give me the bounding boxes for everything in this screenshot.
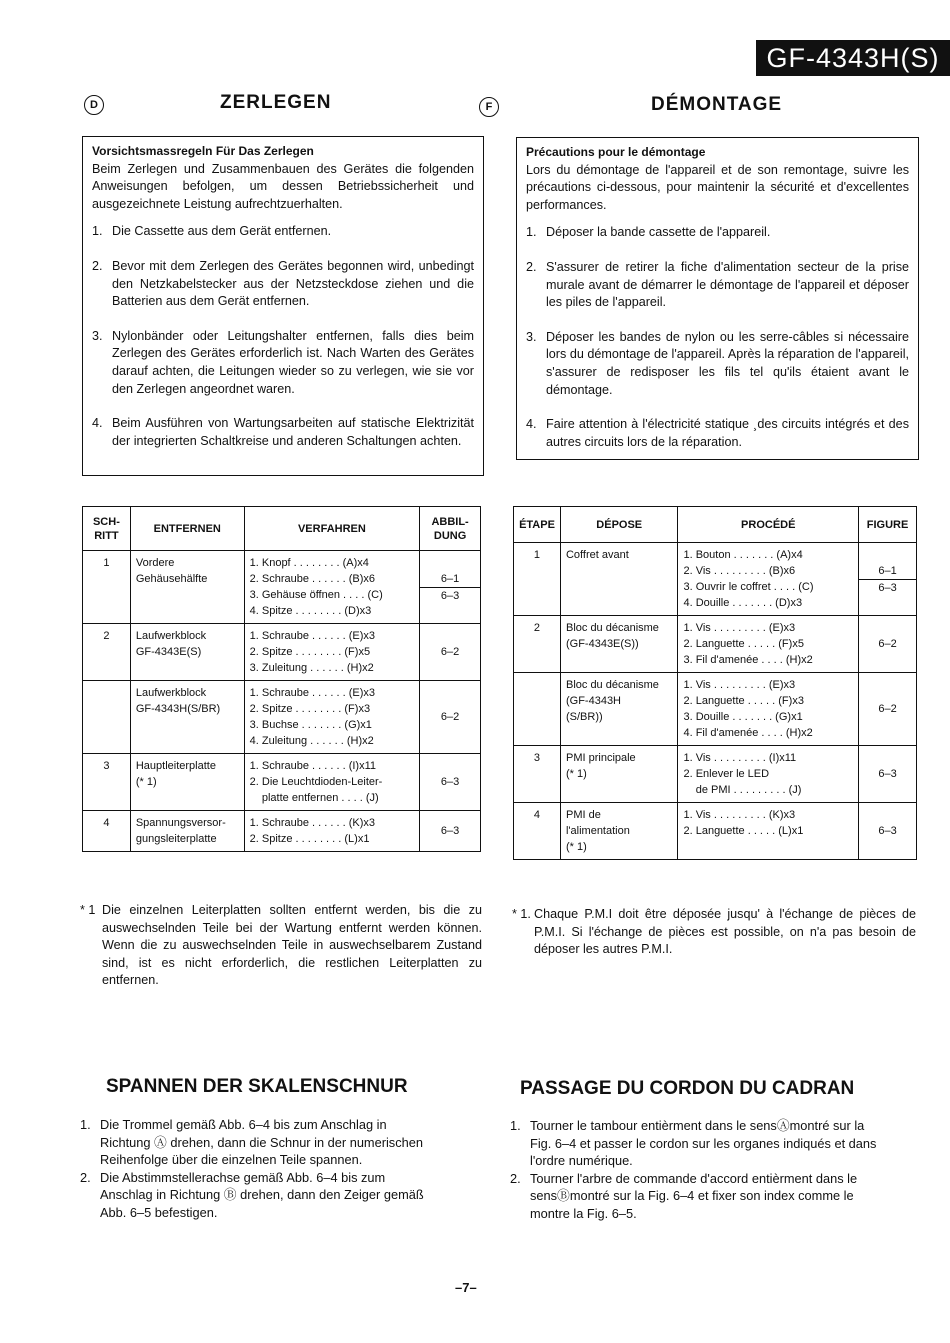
list-item: 4. Faire attention à l'électricité statique ¸des circuits intégrés et des autres circuits lors de la réparation.: [526, 417, 909, 449]
table-row: [83, 681, 481, 754]
list-item: 2. Tourner l'arbre de commande d'accord entièrment dans le sensⒷmontré sur la Fig. 6–4 et fixer son index comme le montre la Fig. 6–5.: [510, 1170, 858, 1221]
table-cell-part: Bloc du décanisme (GF-4343H (S/BR)): [560, 673, 678, 746]
precautions-list-de: [92, 223, 474, 450]
table-row: [83, 551, 481, 624]
figure-ref: 6–1: [878, 564, 897, 577]
procedure-line: 3. Fil d'amenée . . . . (H)x2: [683, 654, 813, 666]
table-cell-step: [514, 673, 561, 746]
disassembly-table-de: [82, 506, 481, 852]
list-item: 2. S'assurer de retirer la fiche d'alimentation secteur de la prise murale avant de démarrer le démontage de l'appareil et déposer les piles de l'appareil.: [526, 259, 909, 310]
table-header: SCH- RITT: [83, 507, 131, 551]
procedure-line: 1. Bouton . . . . . . . (A)x4: [683, 549, 803, 561]
table-row: [514, 746, 917, 803]
table-cell-fig: [420, 681, 481, 754]
table-cell-proc: [244, 624, 420, 681]
table-cell-step: 4: [83, 811, 131, 852]
table-cell-step: 2: [83, 624, 131, 681]
procedure-line: 2. Vis . . . . . . . . . (B)x6: [683, 565, 796, 577]
footnote-fr: * 1. Chaque P.M.I doit être déposée jusqu' à l'échange de pièces de P.M.I. Si l'échange de pièces est possible, on n'a pas besoin de déposer les autres P.M.I.: [512, 907, 916, 957]
procedure-line: 3. Zuleitung . . . . . . (H)x2: [249, 662, 374, 674]
procedure-line: 2. Spitze . . . . . . . . (F)x5: [249, 646, 371, 658]
procedure-line: 4. Zuleitung . . . . . . (H)x2: [249, 735, 374, 747]
table-cell-part: Laufwerkblock GF-4343H(S/BR): [130, 681, 244, 754]
procedure-line: 3. Douille . . . . . . . (G)x1: [683, 711, 803, 723]
procedure-line: 2. Languette . . . . . (F)x5: [683, 638, 804, 650]
dial-cord-steps-fr: [510, 1117, 918, 1223]
table-row: [514, 803, 917, 860]
model-number-banner: [756, 40, 950, 76]
procedure-line: 1. Schraube . . . . . . (E)x3: [249, 687, 375, 699]
list-item: 1. Die Cassette aus dem Gerät entfernen.: [92, 224, 332, 239]
precautions-intro-de: Beim Zerlegen und Zusammenbauen des Gerätes die folgenden Anweisungen befolgen, um dessen Betriebssicherheit und ausgezeichnete Leistung aufrechtzuerhalten.: [92, 161, 474, 211]
table-cell-part: PMI de l'alimentation (* 1): [560, 803, 678, 860]
procedure-line: 4. Spitze . . . . . . . . (D)x3: [249, 605, 372, 617]
table-cell-proc: [244, 681, 420, 754]
table-body-de: [83, 551, 481, 852]
table-header: ENTFERNEN: [130, 507, 244, 551]
figure-ref: 6–3: [440, 776, 460, 788]
procedure-line: 3. Buchse . . . . . . . (G)x1: [249, 719, 372, 731]
table-cell-fig: [859, 543, 917, 616]
procedure-line: 2. Spitze . . . . . . . . (L)x1: [249, 833, 370, 845]
table-cell-proc: [678, 746, 859, 803]
figure-ref: 6–3: [420, 587, 480, 604]
list-item: 1. Die Trommel gemäß Abb. 6–4 bis zum Anschlag in Richtung Ⓐ drehen, dann die Schnur in der numerischen Reihenfolge über die einzelnen Teile spannen.: [80, 1117, 423, 1168]
table-row: [514, 673, 917, 746]
table-cell-part: PMI principale (* 1): [560, 746, 678, 803]
disassembly-table-fr: [513, 506, 917, 860]
figure-ref: 6–3: [859, 579, 916, 596]
procedure-line: 1. Vis . . . . . . . . . (K)x3: [683, 809, 796, 821]
procedure-line: 1. Schraube . . . . . . (K)x3: [249, 817, 375, 829]
table-row: [83, 811, 481, 852]
procedure-line: 4. Douille . . . . . . . (D)x3: [683, 597, 803, 609]
precautions-box-de: [82, 136, 484, 476]
list-item: 1. Tourner le tambour entièrment dans le sensⒶmontré sur la Fig. 6–4 et passer le cordon sur les organes indiqués et dans l'ordre numérique.: [510, 1118, 877, 1169]
table-cell-step: [83, 681, 131, 754]
table-cell-proc: [244, 811, 420, 852]
lang-mark-de: D: [84, 95, 104, 115]
figure-ref: 6–2: [878, 638, 897, 650]
figure-ref: 6–2: [440, 646, 460, 658]
title-zerlegen: ZERLEGEN: [220, 92, 332, 113]
table-cell-fig: [420, 624, 481, 681]
title-demontage: DÉMONTAGE: [651, 94, 783, 115]
figure-ref: 6–2: [878, 703, 897, 715]
procedure-line: 4. Fil d'amenée . . . . (H)x2: [683, 727, 813, 739]
table-cell-proc: [678, 543, 859, 616]
table-cell-proc: [244, 551, 420, 624]
table-header: PROCÉDÉ: [678, 507, 859, 543]
model-number: GF-4343H(S): [766, 42, 940, 73]
table-cell-proc: [244, 754, 420, 811]
table-cell-step: 1: [514, 543, 561, 616]
table-row: [83, 754, 481, 811]
table-cell-part: Spannungsversor- gungsleiterplatte: [130, 811, 244, 852]
table-header: ABBIL- DUNG: [420, 507, 481, 551]
table-cell-part: Hauptleiterplatte (* 1): [130, 754, 244, 811]
lang-mark-fr: F: [479, 97, 499, 117]
procedure-line: 1. Schraube . . . . . . (E)x3: [249, 630, 375, 642]
table-header: VERFAHREN: [244, 507, 420, 551]
procedure-line: 1. Schraube . . . . . . (I)x11: [249, 760, 376, 772]
precautions-list-fr: [526, 224, 909, 451]
list-item: 1. Déposer la bande cassette de l'appareil.: [526, 225, 771, 240]
list-item: 4. Beim Ausführen von Wartungsarbeiten auf statische Elektrizität der integrierten Schaltkreise und anderen Schaltungen achten.: [92, 416, 474, 448]
table-cell-part: Bloc du décanisme (GF-4343E(S)): [560, 616, 678, 673]
precautions-title-de: Vorsichtsmassregeln Für Das Zerlegen: [92, 144, 314, 158]
figure-ref: 6–3: [878, 825, 897, 837]
figure-ref: 6–1: [440, 572, 460, 585]
procedure-line: 1. Vis . . . . . . . . . (I)x11: [683, 752, 797, 764]
table-cell-fig: [420, 754, 481, 811]
table-cell-proc: [678, 616, 859, 673]
table-cell-part: Laufwerkblock GF-4343E(S): [130, 624, 244, 681]
figure-ref: 6–3: [878, 768, 897, 780]
footnote-de: * 1 Die einzelnen Leiterplatten sollten entfernt werden, bis die zu auswechselnden Teile bei der Wartung entfernt werden können. Wenn die zu auswechselnden Teile in auswechselbarem Zustand sind, ist es nicht erforderlich, die restlichen Leiterplatten zu entfernen.: [80, 903, 482, 988]
procedure-line: 2. Die Leuchtdioden-Leiter-: [249, 776, 383, 788]
figure-ref: 6–2: [440, 711, 460, 723]
table-cell-fig: [859, 673, 917, 746]
page-number: –7–: [455, 1280, 477, 1295]
list-item: 3. Déposer les bandes de nylon ou les serre-câbles si nécessaire lors du démontage de l'appareil. Après la réparation de l'appareil, s'assurer de redisposer les fils tel qu'ils étaient avant le démontage.: [526, 329, 909, 397]
procedure-line: platte entfernen . . . . (J): [249, 792, 379, 804]
table-cell-fig: [420, 551, 481, 624]
table-cell-proc: [678, 673, 859, 746]
table-cell-fig: [859, 616, 917, 673]
table-cell-step: 4: [514, 803, 561, 860]
title-passage: PASSAGE DU CORDON DU CADRAN: [520, 1078, 855, 1099]
precautions-title-fr: Précautions pour le démontage: [526, 145, 706, 159]
procedure-line: 2. Languette . . . . . (L)x1: [683, 825, 804, 837]
list-item: 2. Die Abstimmstellerachse gemäß Abb. 6–4 bis zum Anschlag in Richtung Ⓑ drehen, dann den Zeiger gemäß Abb. 6–5 befestigen.: [80, 1169, 424, 1220]
list-item: 3. Nylonbänder oder Leitungshalter entfernen, falls dies beim Zerlegen des Gerätes erforderlich ist. Nach Warten des Gerätes darauf achten, die Leitungen wieder so zu verlegen, wie sie vor den Zerlegen angeordnet waren.: [92, 328, 474, 396]
precautions-intro-fr: Lors du démontage de l'appareil et de son remontage, suivre les précautions ci-dessous, pour maintenir la sécurité et d'excellentes performances.: [526, 162, 909, 212]
procedure-line: 1. Knopf . . . . . . . . (A)x4: [249, 557, 369, 569]
title-spannen: SPANNEN DER SKALENSCHNUR: [106, 1076, 408, 1097]
procedure-line: 2. Enlever le LED: [683, 768, 770, 780]
procedure-line: 3. Gehäuse öffnen . . . . (C): [249, 589, 383, 601]
dial-cord-steps-de: [80, 1116, 484, 1222]
table-cell-part: Coffret avant: [560, 543, 678, 616]
procedure-line: 3. Ouvrir le coffret . . . . (C): [683, 581, 814, 593]
procedure-line: 2. Schraube . . . . . . (B)x6: [249, 573, 375, 585]
table-header: DÉPOSE: [560, 507, 678, 543]
table-cell-step: 3: [83, 754, 131, 811]
table-row: [83, 624, 481, 681]
procedure-line: 2. Languette . . . . . (F)x3: [683, 695, 804, 707]
table-cell-part: Vordere Gehäusehälfte: [130, 551, 244, 624]
procedure-line: de PMI . . . . . . . . . (J): [683, 784, 802, 796]
table-row: [514, 543, 917, 616]
table-cell-step: 2: [514, 616, 561, 673]
table-cell-fig: [859, 803, 917, 860]
precautions-box-fr: [516, 137, 919, 460]
table-cell-fig: [420, 811, 481, 852]
procedure-line: 1. Vis . . . . . . . . . (E)x3: [683, 622, 796, 634]
table-body-fr: [514, 543, 917, 860]
table-cell-step: 1: [83, 551, 131, 624]
table-cell-proc: [678, 803, 859, 860]
list-item: 2. Bevor mit dem Zerlegen des Gerätes begonnen wird, unbedingt den Netzkabelstecker aus der Netzsteckdose ziehen und die Batterien aus dem Gerät entfernen.: [92, 258, 474, 309]
procedure-line: 2. Spitze . . . . . . . . (F)x3: [249, 703, 371, 715]
figure-ref: 6–3: [440, 825, 460, 837]
table-header: ÉTAPE: [514, 507, 561, 543]
procedure-line: 1. Vis . . . . . . . . . (E)x3: [683, 679, 796, 691]
table-row: [514, 616, 917, 673]
table-cell-step: 3: [514, 746, 561, 803]
table-header: FIGURE: [859, 507, 917, 543]
table-cell-fig: [859, 746, 917, 803]
